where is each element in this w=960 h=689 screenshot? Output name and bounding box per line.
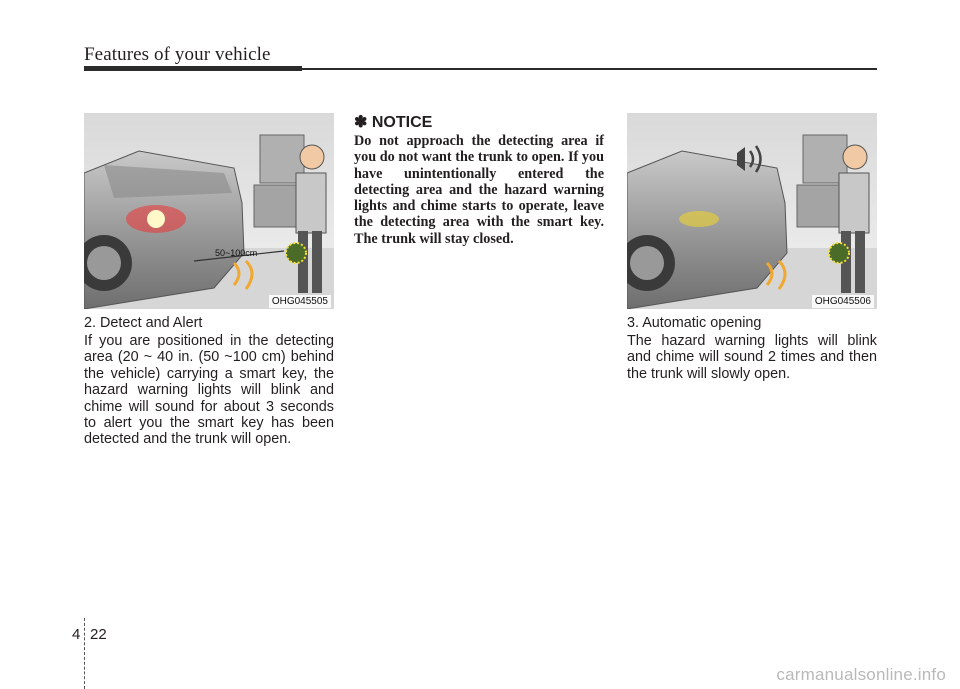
notice-body: Do not approach the detecting area if you do not want the trunk to open. If you have unintentionally entered the detecting area and the hazard warning lights and chime starts to operate, leave the detecting area with the smart key. The trunk will stay closed. [354,133,604,247]
section-heading-automatic-opening: 3. Automatic opening [627,315,762,331]
car-trunk-illustration [84,113,334,309]
section-body-detect-alert: If you are positioned in the detecting area (20 ~ 40 in. (50 ~100 cm) behind the vehicle) carrying a smart key, the hazard warning lights will blink and chime will sound for about 3 seconds to alert you the smart key has been detected and the trunk will open. [84,333,334,448]
distance-label: 50~100cm [215,248,258,258]
footer-chapter-number: 4 [72,626,81,643]
watermark: carmanualsonline.info [776,665,946,684]
footer-page-number: 22 [90,626,107,643]
section-body-automatic-opening: The hazard warning lights will blink and chime will sound 2 times and then the trunk will slowly open. [627,333,877,382]
footer-divider [84,618,85,689]
figure-automatic-opening [627,113,877,309]
smart-key-icon [829,243,849,263]
section-heading-detect-alert: 2. Detect and Alert [84,315,203,331]
header-rule-thin [302,68,877,70]
notice-title: ✽ NOTICE [354,114,433,131]
page-header-title: Features of your vehicle [84,44,271,65]
figure-code: OHG045505 [269,295,331,308]
figure-detect-alert [84,113,334,309]
figure-code: OHG045506 [812,295,874,308]
hazard-light-icon [147,210,165,228]
smart-key-icon [286,243,306,263]
car-trunk-illustration [627,113,877,309]
header-rule-thick [84,66,302,71]
